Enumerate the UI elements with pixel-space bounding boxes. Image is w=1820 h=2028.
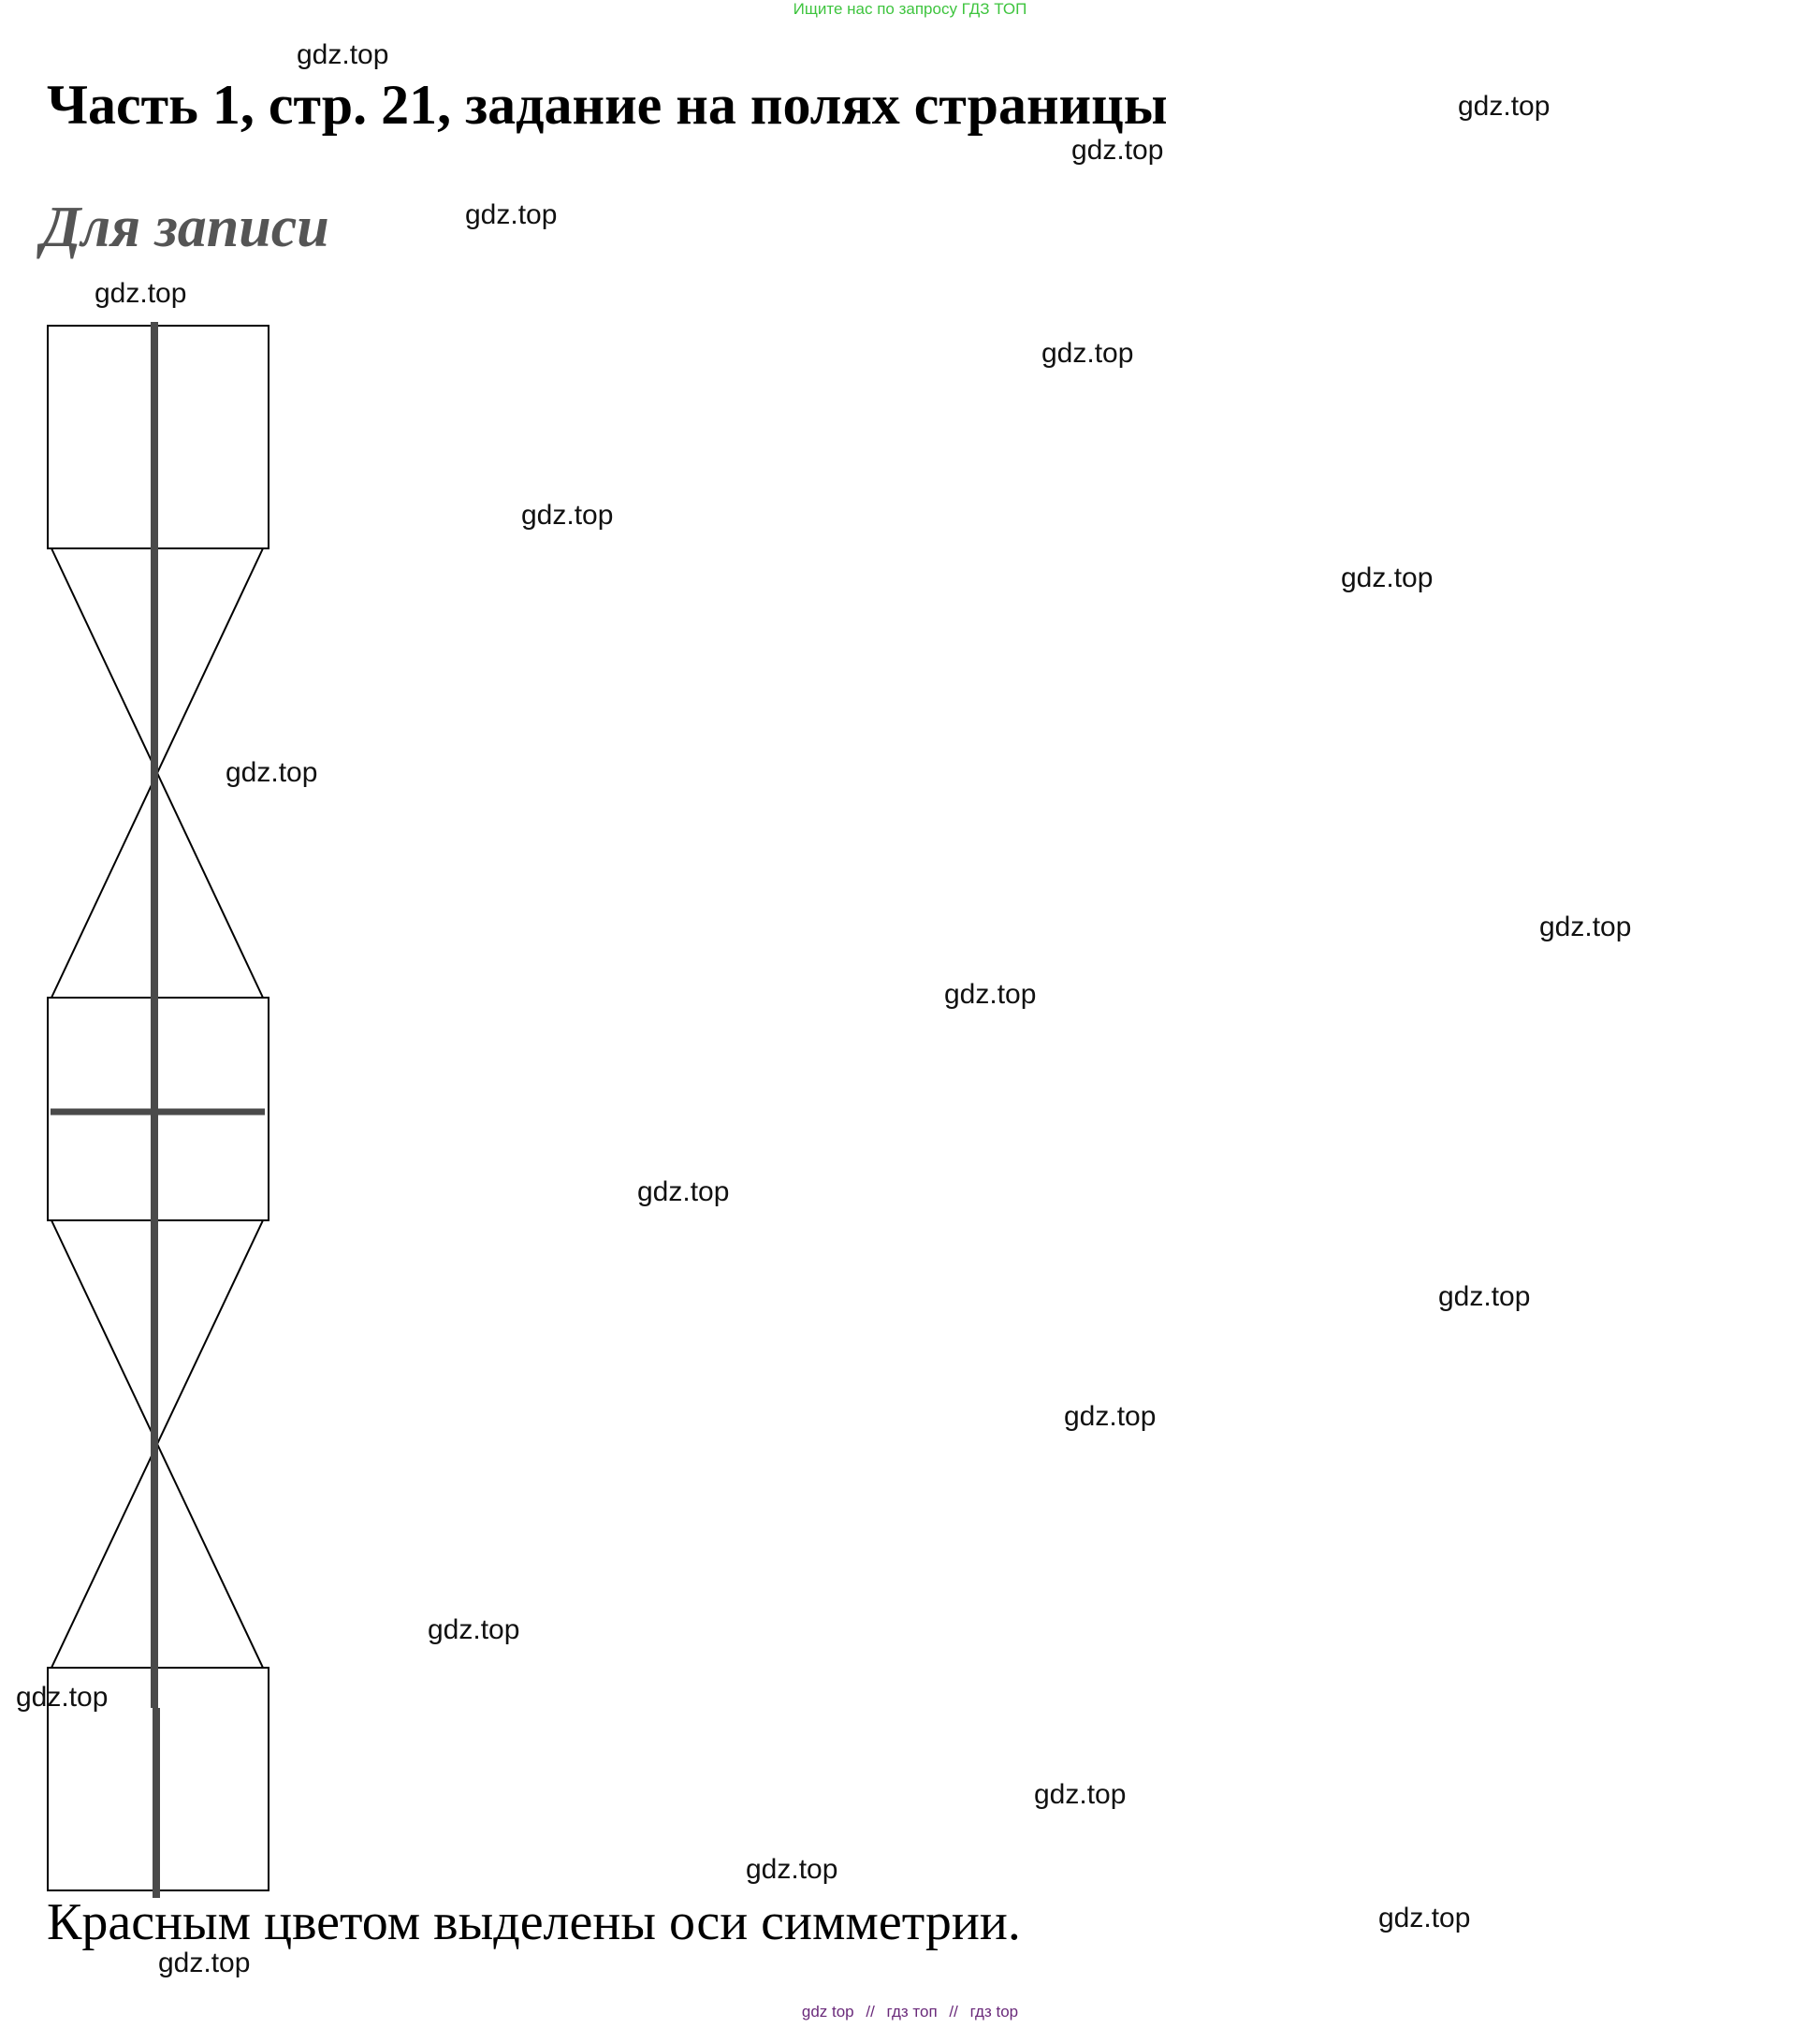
watermark: gdz.top bbox=[16, 1682, 109, 1713]
footer-link-gdz-top-ru[interactable]: гдз топ bbox=[886, 2003, 938, 2021]
watermark: gdz.top bbox=[297, 39, 389, 70]
section-subtitle: Для записи bbox=[41, 196, 329, 259]
search-banner: Ищите нас по запросу ГДЗ ТОП bbox=[793, 0, 1027, 18]
footer-links bbox=[0, 2003, 1820, 2021]
footer-separator: // bbox=[949, 2003, 958, 2021]
footer-link-gdz-top[interactable]: gdz top bbox=[801, 2003, 854, 2021]
watermark: gdz.top bbox=[1458, 91, 1551, 122]
figure-caption: Красным цветом выделены оси симметрии. bbox=[47, 1893, 1021, 1951]
watermark: gdz.top bbox=[1034, 1779, 1127, 1810]
watermark: gdz.top bbox=[521, 500, 614, 531]
watermark: gdz.top bbox=[637, 1176, 730, 1207]
watermark: gdz.top bbox=[1438, 1281, 1531, 1312]
watermark: gdz.top bbox=[1539, 912, 1632, 942]
watermark: gdz.top bbox=[1378, 1903, 1471, 1933]
page-title: Часть 1, стр. 21, задание на полях страницы bbox=[47, 74, 1168, 136]
watermark: gdz.top bbox=[944, 979, 1037, 1010]
watermark: gdz.top bbox=[465, 199, 558, 230]
watermark: gdz.top bbox=[428, 1614, 520, 1645]
watermark: gdz.top bbox=[1071, 135, 1164, 166]
watermark: gdz.top bbox=[746, 1854, 838, 1885]
watermark: gdz.top bbox=[1041, 338, 1134, 369]
watermark: gdz.top bbox=[95, 278, 187, 309]
watermark: gdz.top bbox=[1341, 562, 1434, 593]
footer-separator: // bbox=[866, 2003, 875, 2021]
watermark: gdz.top bbox=[158, 1948, 251, 1978]
footer-link-gdz-top-mixed[interactable]: гдз top bbox=[969, 2003, 1019, 2021]
watermark: gdz.top bbox=[1064, 1401, 1157, 1432]
watermark: gdz.top bbox=[226, 757, 318, 788]
